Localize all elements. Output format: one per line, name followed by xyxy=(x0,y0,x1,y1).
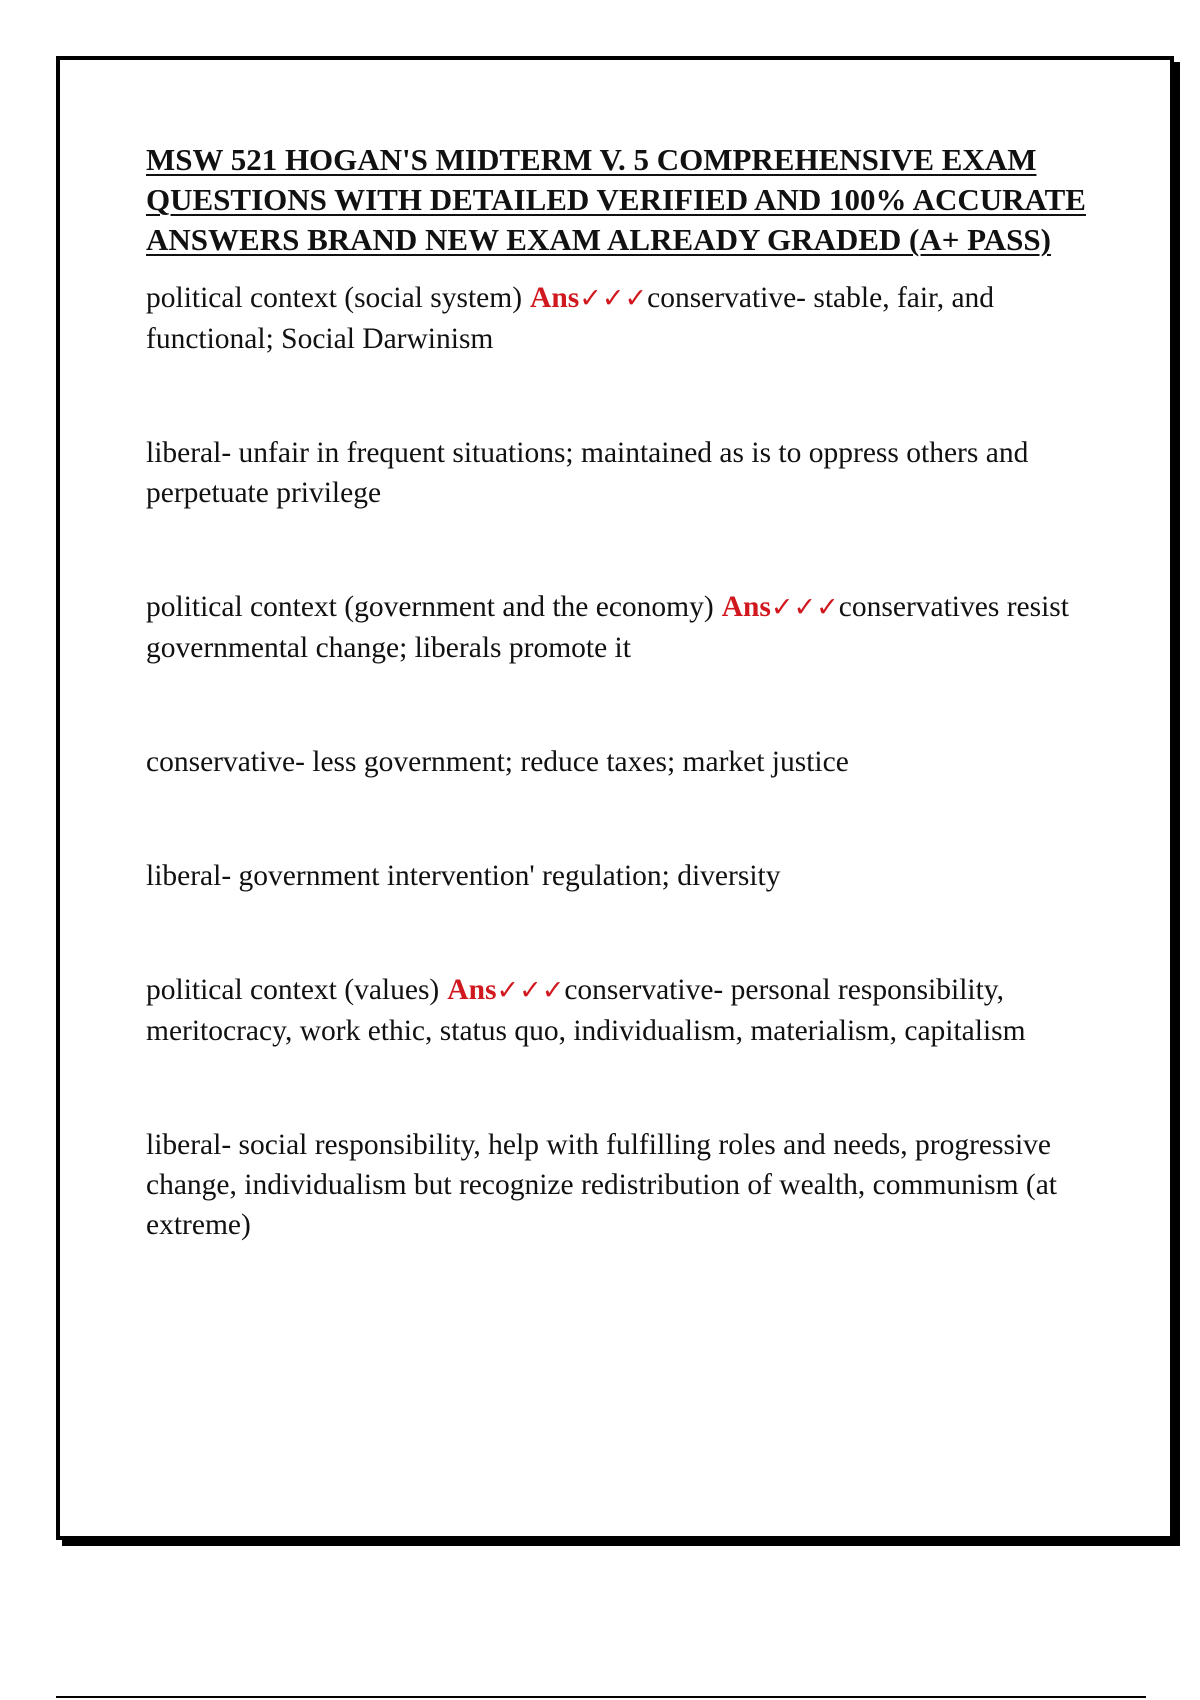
answer-continuation: liberal- social responsibility, help with fulfilling roles and needs, progressive change, individualism but recognize redistribution of wealth, communism (at extreme) xyxy=(146,1129,1057,1241)
checkmarks-icon: ✓✓✓ xyxy=(770,592,839,623)
answer-continuation: liberal- unfair in frequent situations; maintained as is to oppress others and perpetuate privilege xyxy=(146,437,1029,509)
checkmarks-icon: ✓✓✓ xyxy=(496,975,565,1006)
answer-text: conservative- stable, fair, and functional; Social Darwinism xyxy=(146,282,995,355)
question-text: political context (social system) xyxy=(146,282,523,314)
qa-entry-government-economy xyxy=(146,587,1096,668)
answer-text: conservative- personal responsibility, meritocracy, work ethic, status quo, individualism, materialism, capitalism xyxy=(146,974,1026,1047)
answer-marker: Ans✓✓✓ xyxy=(530,282,648,314)
answer-marker: Ans✓✓✓ xyxy=(447,974,565,1006)
document-title: MSW 521 HOGAN'S MIDTERM V. 5 COMPREHENSIVE EXAM QUESTIONS WITH DETAILED VERIFIED AND 100% ACCURATE ANSWERS BRAND NEW EXAM ALREADY GRADED (A+ PASS) xyxy=(146,142,1086,257)
checkmarks-icon: ✓✓✓ xyxy=(579,283,648,314)
answer-marker: Ans✓✓✓ xyxy=(721,591,839,623)
question-text: political context (values) xyxy=(146,974,440,1006)
document-content xyxy=(146,140,1096,1245)
footer-divider xyxy=(56,1696,1146,1698)
qa-entry-values xyxy=(146,970,1096,1051)
qa-entry-social-system xyxy=(146,278,1096,359)
answer-text: conservatives resist governmental change; liberals promote it xyxy=(146,591,1069,664)
question-text: political context (government and the economy) xyxy=(146,591,714,623)
answer-continuation: conservative- less government; reduce taxes; market justice xyxy=(146,746,849,778)
answer-continuation: liberal- government intervention' regulation; diversity xyxy=(146,860,781,892)
